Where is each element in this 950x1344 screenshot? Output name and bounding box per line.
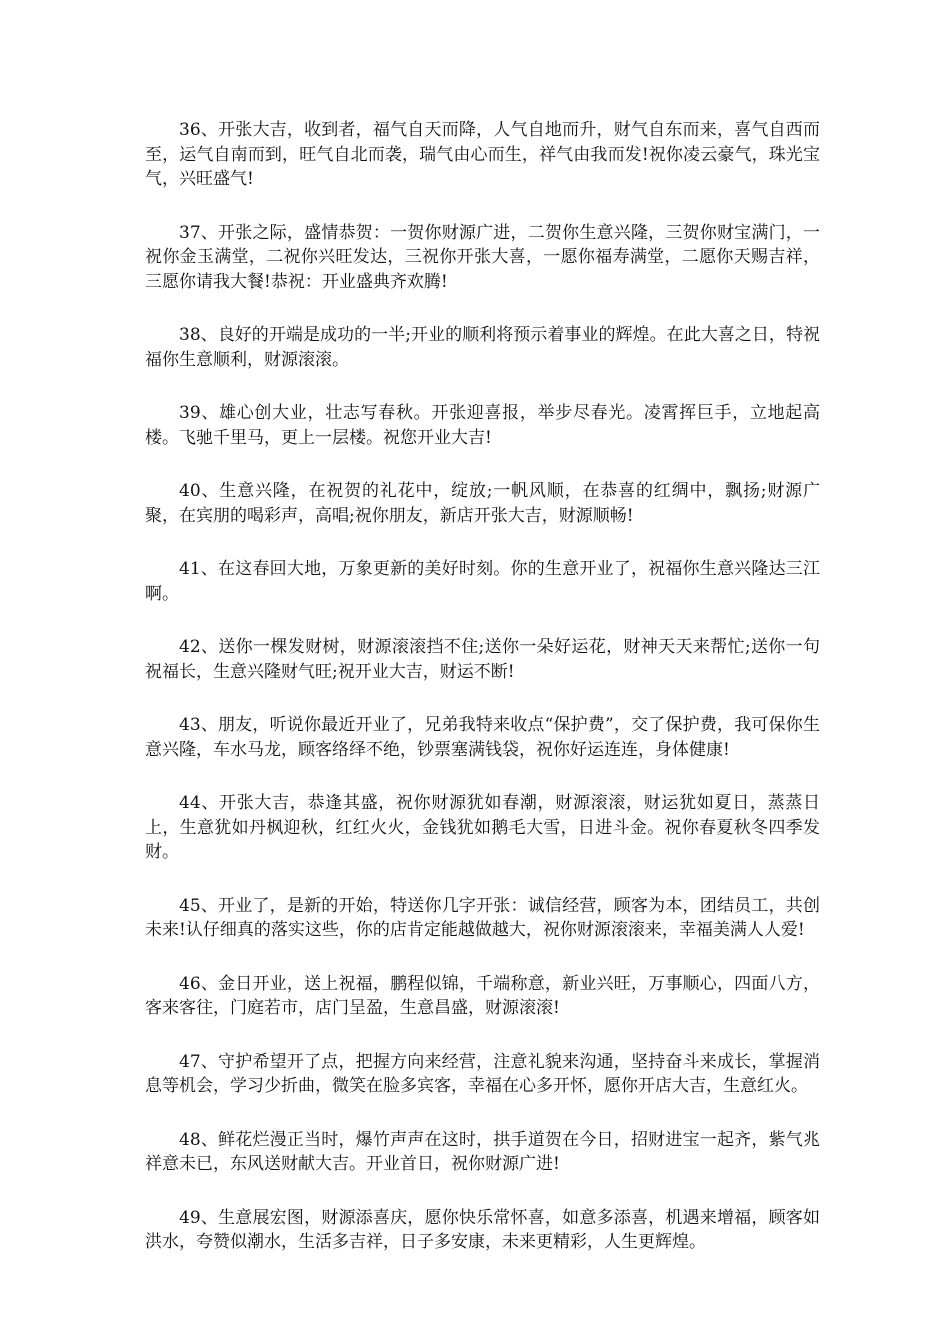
paragraph-49: 49、生意展宏图，财源添喜庆，愿你快乐常怀喜，如意多添喜，机遇来增福，顾客如洪水，夸赞似潮水，生活多吉祥，日子多安康，未来更精彩，人生更辉煌。: [145, 1207, 820, 1252]
paragraph-36: 36、开张大吉，收到者，福气自天而降，人气自地而升，财气自东而来，喜气自西而至，运气自南而到，旺气自北而袭，瑞气由心而生，祥气由我而发!祝你凌云豪气，珠光宝气，兴旺盛气!: [145, 120, 820, 189]
paragraph-41: 41、在这春回大地，万象更新的美好时刻。你的生意开业了，祝福你生意兴隆达三江啊。: [145, 559, 820, 604]
paragraph-39: 39、雄心创大业，壮志写春秋。开张迎喜报，举步尽春光。凌霄挥巨手，立地起高楼。飞驰千里马，更上一层楼。祝您开业大吉!: [145, 403, 820, 448]
paragraph-38: 38、良好的开端是成功的一半;开业的顺利将预示着事业的辉煌。在此大喜之日，特祝福你生意顺利，财源滚滚。: [145, 325, 820, 370]
paragraph-37: 37、开张之际，盛情恭贺：一贺你财源广进，二贺你生意兴隆，三贺你财宝满门，一祝你金玉满堂，二祝你兴旺发达，三祝你开张大喜，一愿你福寿满堂，二愿你天赐吉祥，三愿你请我大餐!恭祝：开业盛典齐欢腾!: [145, 222, 820, 292]
paragraph-47: 47、守护希望开了点，把握方向来经营，注意礼貌来沟通，坚持奋斗来成长，掌握消息等机会，学习少折曲，微笑在脸多宾客，幸福在心多开怀，愿你开店大吉，生意红火。: [145, 1051, 820, 1096]
paragraph-42: 42、送你一棵发财树，财源滚滚挡不住;送你一朵好运花，财神天天来帮忙;送你一句祝福长，生意兴隆财气旺;祝开业大吉，财运不断!: [145, 637, 820, 682]
paragraph-48: 48、鲜花烂漫正当时，爆竹声声在这时，拱手道贺在今日，招财进宝一起齐，紫气兆祥意未已，东风送财献大吉。开业首日，祝你财源广进!: [145, 1129, 820, 1174]
paragraph-46: 46、金日开业，送上祝福，鹏程似锦，千端称意，新业兴旺，万事顺心，四面八方，客来客往，门庭若市，店门呈盈，生意昌盛，财源滚滚!: [145, 973, 820, 1018]
paragraph-45: 45、开业了，是新的开始，特送你几字开张：诚信经营，顾客为本，团结员工，共创未来!认仔细真的落实这些，你的店肯定能越做越大，祝你财源滚滚来，幸福美满人人爱!: [145, 895, 820, 940]
paragraph-40: 40、生意兴隆，在祝贺的礼花中，绽放;一帆风顺，在恭喜的红绸中，飘扬;财源广聚，在宾朋的喝彩声，高唱;祝你朋友，新店开张大吉，财源顺畅!: [145, 481, 820, 526]
paragraph-43: 43、朋友，听说你最近开业了，兄弟我特来收点“保护费”，交了保护费，我可保你生意兴隆，车水马龙，顾客络绎不绝，钞票塞满钱袋，祝你好运连连，身体健康!: [145, 715, 820, 760]
paragraph-44: 44、开张大吉，恭逢其盛，祝你财源犹如春潮，财源滚滚，财运犹如夏日，蒸蒸日上，生意犹如丹枫迎秋，红红火火，金钱犹如鹅毛大雪，日进斗金。祝你春夏秋冬四季发财。: [145, 793, 820, 862]
document-body: [145, 118, 820, 1284]
